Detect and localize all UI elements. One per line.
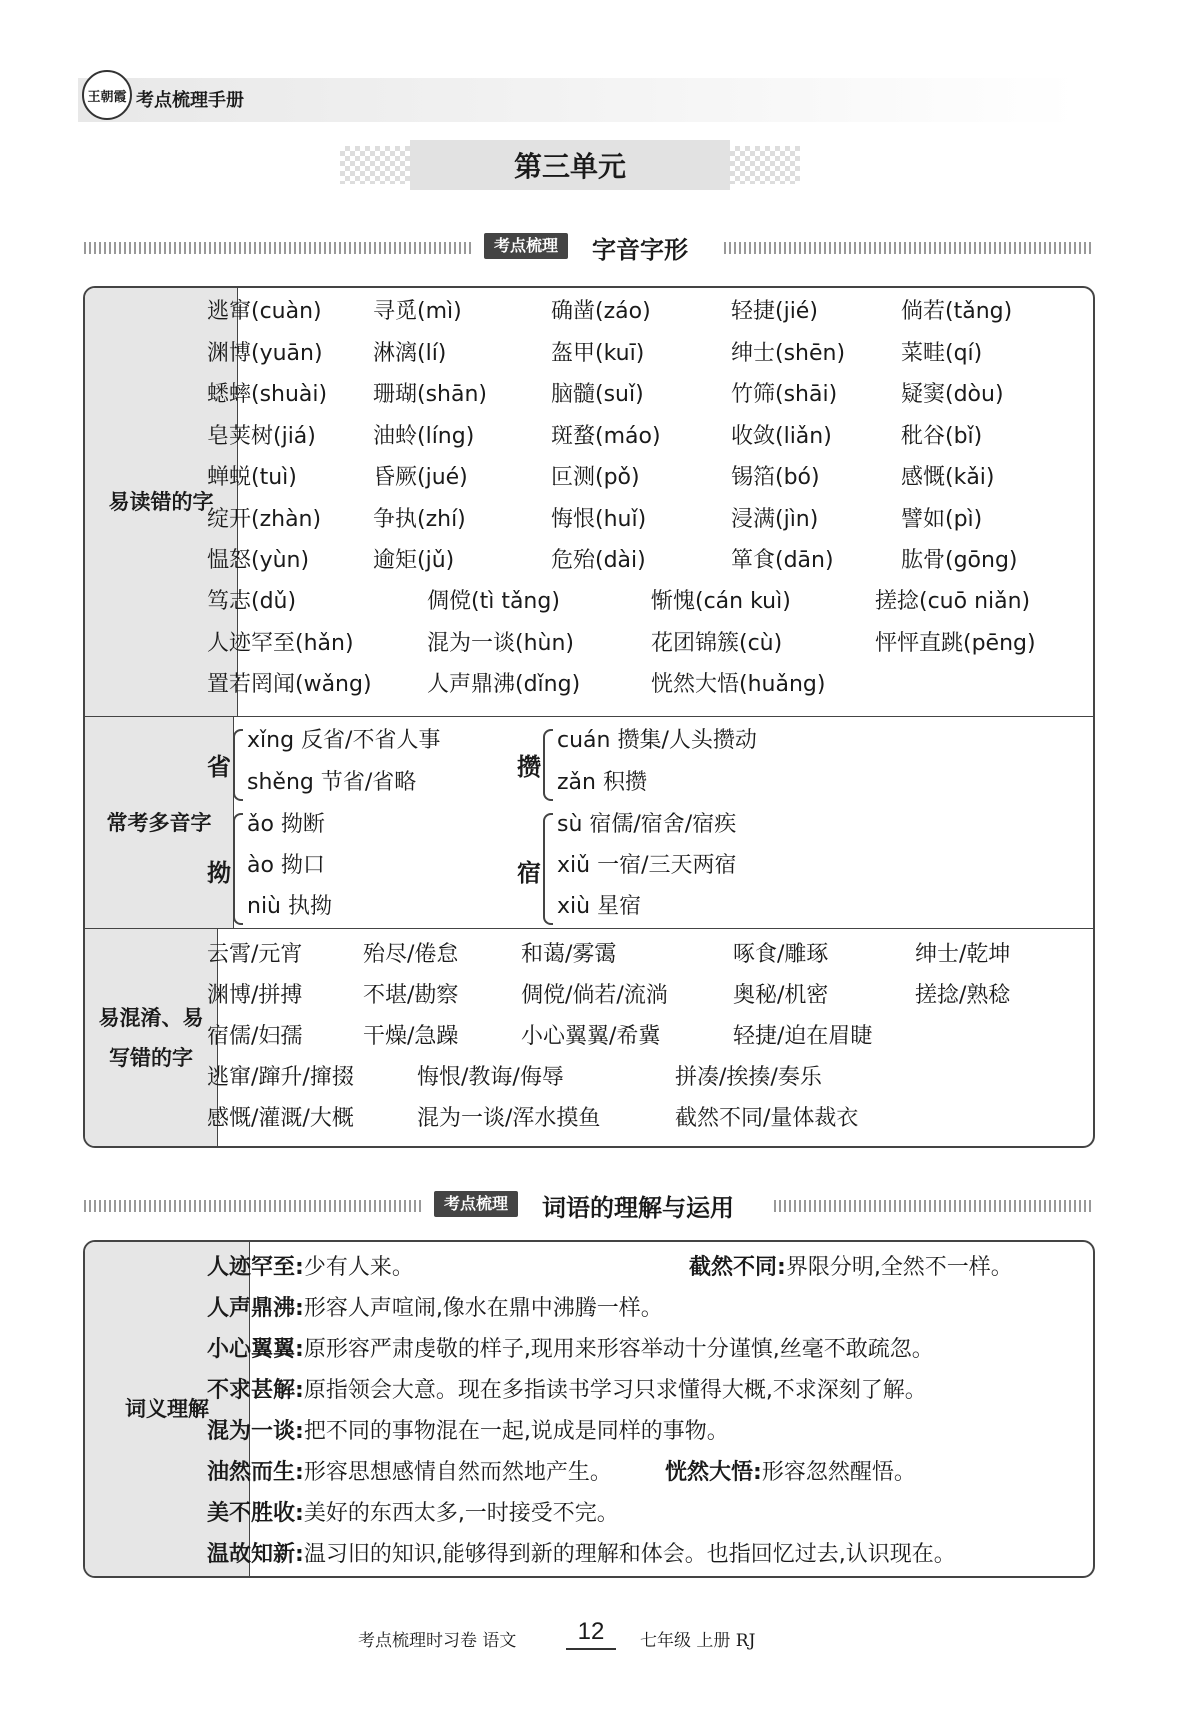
handbook-title: 考点梳理手册 — [136, 90, 244, 111]
definition: 形容人声喧闹,像水在鼎中沸腾一样。 — [303, 1296, 663, 1321]
brace — [543, 729, 553, 801]
term: 小心翼翼: — [207, 1337, 304, 1362]
term-definition — [207, 1250, 414, 1281]
term-definition — [207, 1291, 663, 1322]
term: 温故知新: — [207, 1542, 304, 1567]
confusable-pair: 和蔼/雾霭 — [521, 942, 617, 967]
misread-word: 逾矩(jǔ) — [373, 548, 455, 573]
confusable-pair: 感慨/灌溉/大概 — [207, 1106, 354, 1131]
category-meanings: 词义理解 — [85, 1242, 250, 1576]
polyphone-reading: ào 拗口 — [247, 853, 325, 878]
confusable-pair: 小心翼翼/希冀 — [521, 1024, 661, 1049]
misread-word: 锡箔(bó) — [731, 465, 820, 490]
publisher-logo: 王朝霞 — [82, 70, 132, 120]
confusable-pair: 拼凑/挨揍/奏乐 — [675, 1065, 822, 1090]
misread-word: 箪食(dān) — [731, 548, 834, 573]
definition: 形容忽然醒悟。 — [761, 1460, 916, 1485]
divider-right — [724, 242, 1094, 254]
polyphone-reading: xǐng 反省/不省人事 — [247, 728, 441, 753]
confusable-pair: 搓捻/熟稔 — [915, 983, 1011, 1008]
misread-word: 脑髓(suǐ) — [551, 382, 644, 407]
confusable-pair: 云霄/元宵 — [207, 942, 303, 967]
misread-word: 寻觅(mì) — [373, 299, 462, 324]
polyphone-char-xiu: 宿 — [517, 859, 541, 887]
misread-word: 竹筛(shāi) — [731, 382, 838, 407]
definition: 界限分明,全然不一样。 — [785, 1255, 1013, 1280]
polyphone-reading: niù 执拗 — [247, 894, 332, 919]
misread-word: 蟋蟀(shuài) — [207, 382, 328, 407]
misread-word: 轻捷(jié) — [731, 299, 818, 324]
misread-word: 搓捻(cuō niǎn) — [875, 589, 1031, 614]
row-misread — [85, 288, 1093, 716]
confusable-pair: 混为一谈/浑水摸鱼 — [417, 1106, 601, 1131]
section-tag: 考点梳理 — [434, 1191, 518, 1217]
brace — [543, 813, 553, 925]
term-definition — [207, 1332, 934, 1363]
page-footer — [0, 1618, 1181, 1652]
misread-word: 盔甲(kuī) — [551, 340, 645, 366]
misread-word: 浸满(jìn) — [731, 506, 819, 532]
confusable-pair: 奥秘/机密 — [733, 983, 829, 1008]
misread-word: 肱骨(gōng) — [901, 548, 1018, 573]
misread-word: 争执(zhí) — [373, 506, 466, 532]
section-title: 词语的理解与运用 — [542, 1194, 734, 1222]
page-header — [78, 78, 1078, 122]
footer-book-title: 考点梳理时习卷 语文 — [358, 1631, 517, 1651]
unit-title: 第三单元 — [410, 140, 730, 190]
misread-word: 人声鼎沸(dǐng) — [427, 672, 581, 697]
misread-word: 怦怦直跳(pēng) — [875, 630, 1036, 656]
category-confusable: 易混淆、易写错的字 — [85, 929, 218, 1147]
brace — [233, 729, 243, 801]
misread-word: 斑蝥(máo) — [551, 423, 661, 449]
confusable-pair: 截然不同/量体裁衣 — [675, 1106, 859, 1131]
polyphone-reading: cuán 攒集/人头攒动 — [557, 728, 757, 753]
term-definition — [207, 1373, 927, 1404]
misread-word: 悔恨(huǐ) — [551, 506, 647, 532]
misread-word: 人迹罕至(hǎn) — [207, 630, 354, 656]
divider-left — [84, 242, 474, 254]
section-header-pronunciation — [84, 232, 1094, 262]
confusable-pair: 殆尽/倦怠 — [363, 942, 459, 967]
confusable-pair: 啄食/雕琢 — [733, 942, 829, 967]
definition: 把不同的事物混在一起,说成是同样的事物。 — [303, 1419, 729, 1444]
misread-word: 确凿(záo) — [551, 299, 651, 324]
misread-word: 秕谷(bǐ) — [901, 423, 983, 449]
term-definition — [207, 1496, 619, 1527]
polyphone-reading: zǎn 积攒 — [557, 770, 647, 795]
misread-word: 绅士(shēn) — [731, 340, 846, 366]
row-confusable — [85, 928, 1093, 1147]
term-definition — [689, 1250, 1013, 1281]
divider-left — [84, 1200, 424, 1212]
misread-word: 倜傥(tì tǎng) — [427, 589, 560, 614]
misread-word: 花团锦簇(cù) — [651, 630, 783, 656]
confusable-pair: 宿儒/妇孺 — [207, 1024, 303, 1049]
brace — [233, 813, 243, 925]
misread-word: 油蛉(líng) — [373, 423, 475, 449]
misread-word: 逃窜(cuàn) — [207, 299, 322, 324]
misread-word: 昏厥(jué) — [373, 465, 468, 490]
misread-word: 感慨(kǎi) — [901, 465, 995, 490]
definition: 原指领会大意。现在多指读书学习只求懂得大概,不求深刻了解。 — [303, 1378, 927, 1403]
row-polyphones — [85, 716, 1093, 929]
section-title: 字音字形 — [592, 236, 688, 264]
misread-word: 珊瑚(shān) — [373, 382, 487, 407]
misread-word: 渊博(yuān) — [207, 340, 323, 366]
misread-word: 危殆(dài) — [551, 548, 646, 573]
term-definition — [207, 1455, 612, 1486]
polyphone-reading: shěng 节省/省略 — [247, 770, 417, 795]
definition: 原形容严肃虔敬的样子,现用来形容举动十分谨慎,丝毫不敢疏忽。 — [303, 1337, 934, 1362]
term: 不求甚解: — [207, 1378, 304, 1403]
term: 人迹罕至: — [207, 1255, 304, 1280]
misread-word: 蝉蜕(tuì) — [207, 465, 297, 490]
term-definition — [207, 1537, 956, 1568]
confusable-pair: 渊博/拼搏 — [207, 983, 303, 1008]
section-tag: 考点梳理 — [484, 233, 568, 259]
category-misread: 易读错的字 — [85, 288, 238, 716]
definition: 少有人来。 — [303, 1255, 414, 1280]
confusable-pair: 轻捷/迫在眉睫 — [733, 1024, 873, 1049]
term: 恍然大悟: — [665, 1460, 762, 1485]
unit-banner — [340, 140, 800, 190]
misread-word: 叵测(pǒ) — [551, 465, 640, 490]
row-meanings — [85, 1242, 1093, 1576]
confusable-pair: 不堪/勘察 — [363, 983, 459, 1008]
vocabulary-table — [83, 1240, 1095, 1578]
polyphone-reading: ǎo 拗断 — [247, 812, 325, 837]
term-definition — [207, 1414, 729, 1445]
confusable-pair: 悔恨/教诲/侮辱 — [417, 1065, 564, 1090]
misread-word: 疑窦(dòu) — [901, 382, 1004, 407]
misread-word: 菜畦(qí) — [901, 340, 983, 366]
confusable-pair: 逃窜/蹿升/撺掇 — [207, 1065, 354, 1090]
term: 人声鼎沸: — [207, 1296, 304, 1321]
section-header-vocabulary — [84, 1190, 1094, 1220]
pronunciation-table — [83, 286, 1095, 1148]
term: 截然不同: — [689, 1255, 786, 1280]
definition: 温习旧的知识,能够得到新的理解和体会。也指回忆过去,认识现在。 — [303, 1542, 956, 1567]
definition: 美好的东西太多,一时接受不完。 — [303, 1501, 619, 1526]
divider-right — [774, 1200, 1094, 1212]
polyphone-reading: sù 宿儒/宿舍/宿疾 — [557, 812, 737, 837]
confusable-pair: 倜傥/倘若/流淌 — [521, 983, 668, 1008]
polyphone-char-niu: 拗 — [207, 859, 231, 887]
footer-grade: 七年级 上册 RJ — [640, 1631, 756, 1651]
misread-word: 混为一谈(hùn) — [427, 630, 574, 656]
term-definition — [665, 1455, 916, 1486]
term: 美不胜收: — [207, 1501, 304, 1526]
misread-word: 收敛(liǎn) — [731, 423, 832, 449]
misread-word: 置若罔闻(wǎng) — [207, 672, 372, 697]
term: 油然而生: — [207, 1460, 304, 1485]
definition: 形容思想感情自然而然地产生。 — [303, 1460, 612, 1485]
term: 混为一谈: — [207, 1419, 304, 1444]
misread-word: 笃志(dǔ) — [207, 589, 297, 614]
misread-word: 愠怒(yùn) — [207, 548, 310, 573]
polyphone-reading: xiù 星宿 — [557, 894, 642, 919]
misread-word: 淋漓(lí) — [373, 340, 447, 366]
misread-word: 惭愧(cán kuì) — [651, 589, 791, 614]
misread-word: 倘若(tǎng) — [901, 299, 1013, 324]
confusable-pair: 绅士/乾坤 — [915, 942, 1011, 967]
confusable-pair: 干燥/急躁 — [363, 1024, 459, 1049]
misread-word: 绽开(zhàn) — [207, 506, 322, 532]
polyphone-char-sheng: 省 — [207, 753, 231, 781]
misread-word: 皂荚树(jiá) — [207, 423, 316, 449]
misread-word: 譬如(pì) — [901, 506, 983, 532]
misread-word: 恍然大悟(huǎng) — [651, 672, 826, 697]
polyphone-char-zan: 攒 — [517, 753, 541, 781]
category-polyphones: 常考多音字 — [85, 717, 234, 929]
page-number: 12 — [566, 1618, 616, 1650]
polyphone-reading: xiǔ 一宿/三天两宿 — [557, 853, 737, 878]
